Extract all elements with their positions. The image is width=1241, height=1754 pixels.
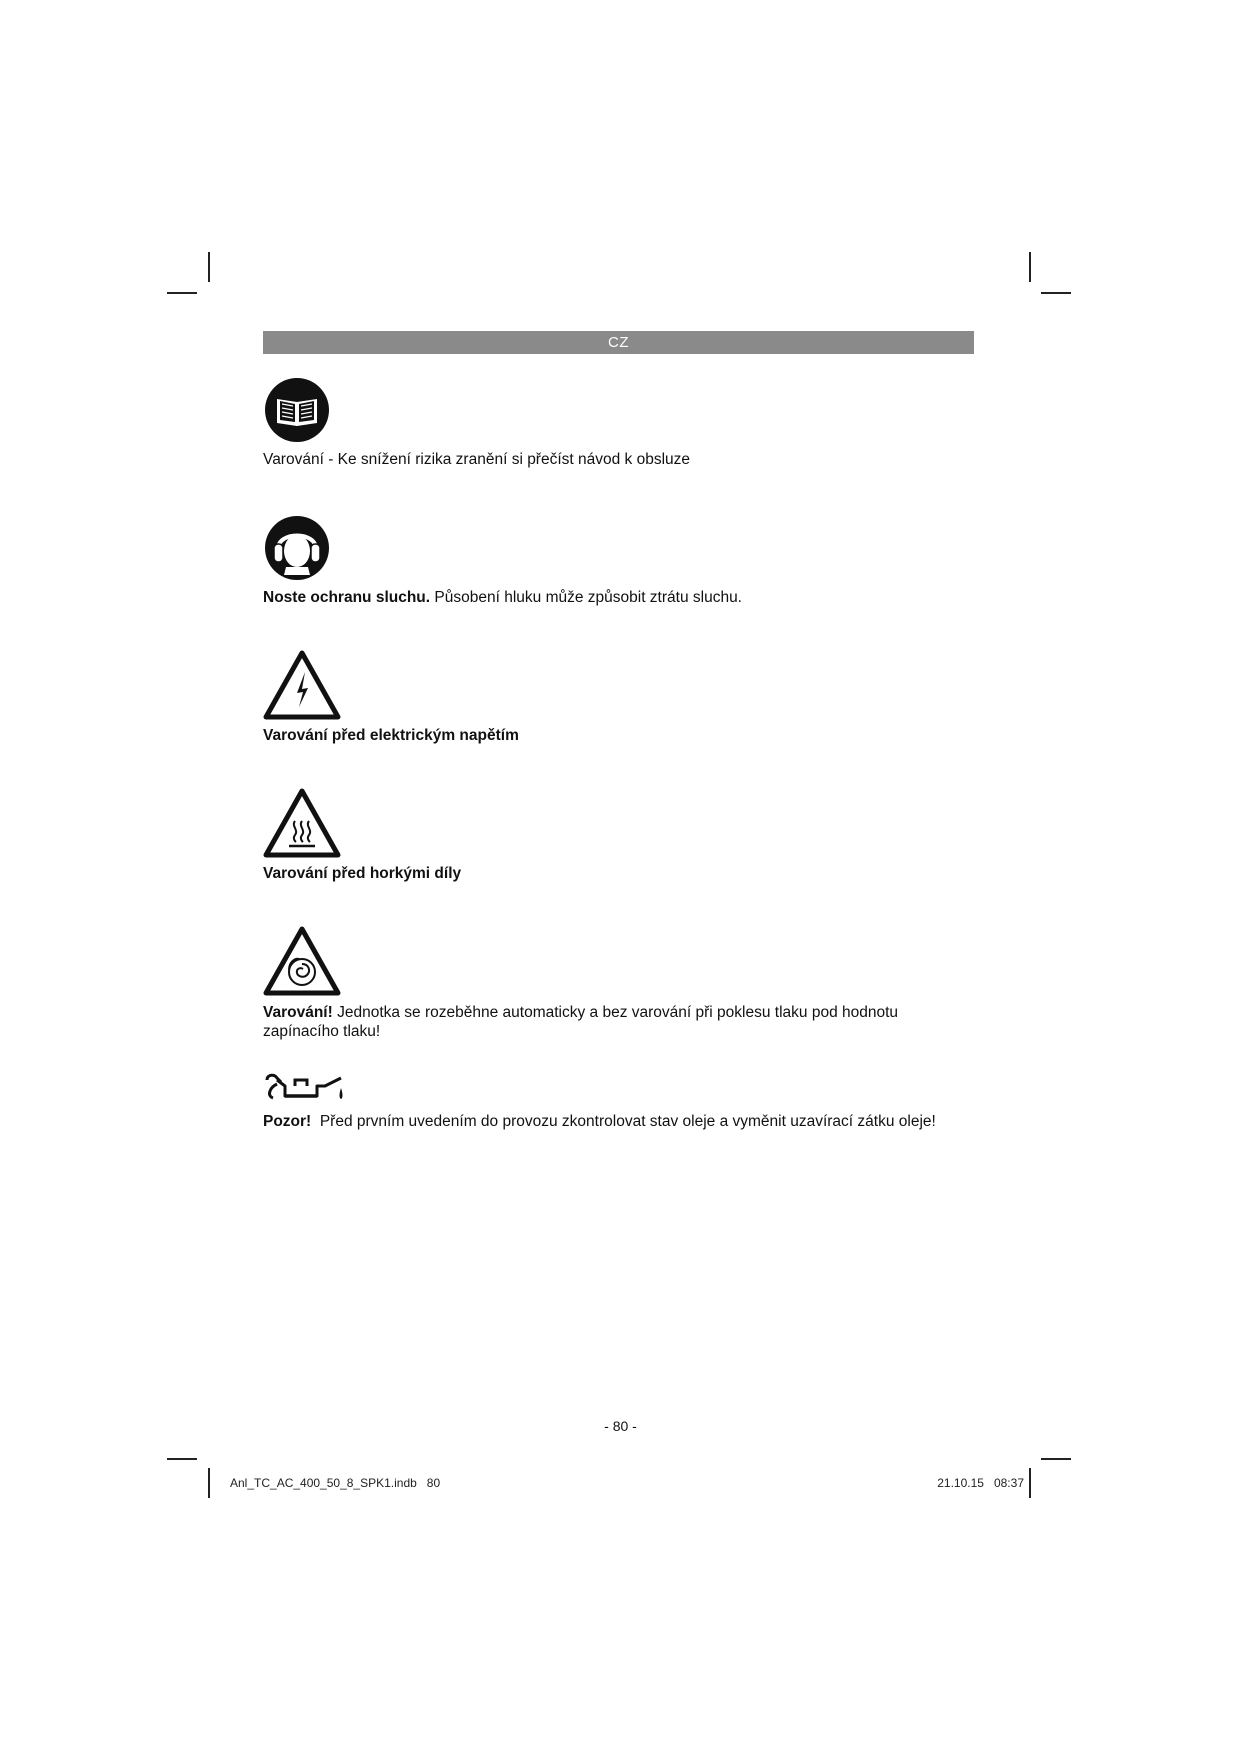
crop-mark [167, 1458, 197, 1460]
crop-mark [1041, 292, 1071, 294]
crop-mark [167, 292, 197, 294]
oil-can-icon [263, 1072, 347, 1106]
page-number: - 80 - [604, 1418, 637, 1434]
print-timestamp: 21.10.15 08:37 [937, 1476, 1024, 1490]
file-slug: Anl_TC_AC_400_50_8_SPK1.indb 80 [230, 1476, 441, 1490]
warning-caption-hot-surface: Varování před horkými díly [263, 865, 462, 882]
language-code: CZ [608, 334, 629, 351]
crop-mark [208, 1468, 210, 1498]
crop-mark [208, 252, 210, 282]
warning-caption-read-manual: Varování - Ke snížení rizika zranění si přečíst návod k obsluze [263, 451, 691, 468]
crop-mark [1029, 1468, 1031, 1498]
read-manual-icon [264, 377, 330, 443]
warning-caption-automatic-start: Varování! Jednotka se rozeběhne automaticky a bez varování při poklesu tlaku pod hodnotu zapínacího tlaku! [263, 1004, 899, 1040]
crop-mark [1041, 1458, 1071, 1460]
warning-caption-oil-check: Pozor! Před prvním uvedením do provozu zkontrolovat stav oleje a vyměnit uzavírací zátku oleje! [263, 1113, 936, 1130]
warning-caption-electric-voltage: Varování před elektrickým napětím [263, 727, 519, 744]
language-header-bar [263, 331, 974, 354]
crop-mark [1029, 252, 1031, 282]
ear-protection-icon [264, 515, 330, 581]
automatic-start-warning-icon [263, 926, 341, 996]
electric-voltage-warning-icon [263, 650, 341, 720]
hot-surface-warning-icon [263, 788, 341, 858]
warning-caption-ear-protection: Noste ochranu sluchu. Působení hluku může způsobit ztrátu sluchu. [263, 589, 742, 606]
